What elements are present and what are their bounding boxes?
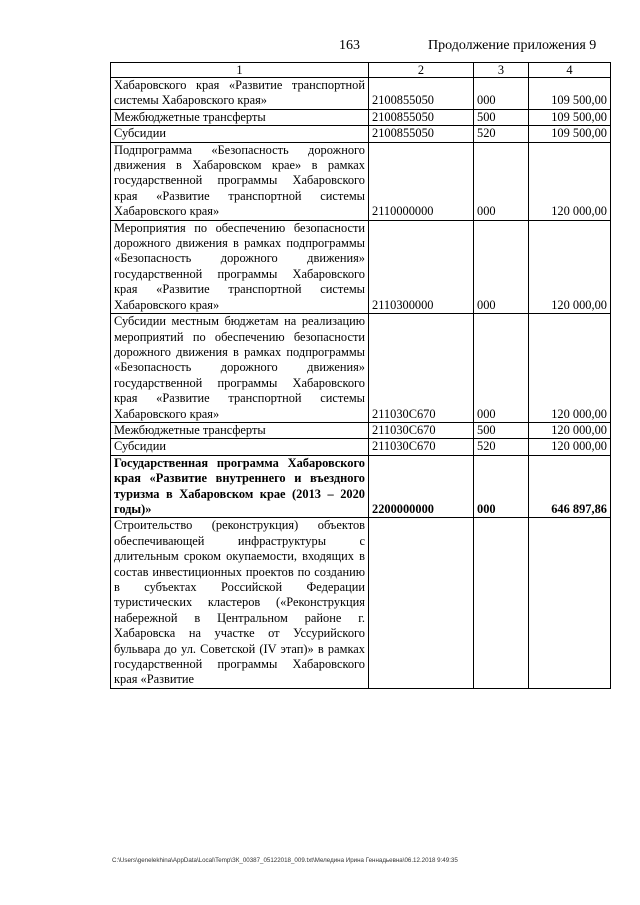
row-vr: 000 [474, 314, 529, 423]
row-amount: 646 897,86 [529, 455, 611, 518]
row-name: Субсидии [111, 126, 369, 142]
table-row [111, 78, 611, 110]
row-vr: 000 [474, 455, 529, 518]
continuation-label: Продолжение приложения 9 [428, 38, 597, 53]
row-code: 211030С670 [369, 422, 474, 438]
table-header-row [111, 63, 611, 78]
row-name: Строительство (реконструкция) объектов обеспечивающей инфраструктуры с длительным сроком окупаемости, входящих в состав инвестиционных проектов по созданию в субъектах Российской Федерации туристических кластеров («Реконструкция набережной в Центральном районе г. Хабаровска на участке от Уссурийского бульвара до ул. Советской (IV этап)» в рамках государственной программы Хабаровского края «Развитие [111, 518, 369, 688]
row-name: Государственная программа Хабаровского края «Развитие внутреннего и въездного туризма в Хабаровском крае (2013 – 2020 годы)» [111, 455, 369, 518]
row-name: Субсидии [111, 439, 369, 455]
row-vr: 500 [474, 422, 529, 438]
row-code: 211030С670 [369, 314, 474, 423]
file-path-footer: C:\Users\genelekhina\AppData\Local\Temp\ЗК_00387_05122018_009.txt\Меледина Ирина Геннадьевна\06.12.2018 9:49:35 [112, 857, 458, 864]
column-header: 2 [369, 63, 474, 78]
row-amount: 120 000,00 [529, 422, 611, 438]
row-name: Мероприятия по обеспечению безопасности дорожного движения в рамках подпрограммы «Безопасность дорожного движения» государственной программы Хабаровского края «Развитие транспортной системы Хабаровского края» [111, 220, 369, 313]
row-vr: 000 [474, 220, 529, 313]
row-code: 2100855050 [369, 109, 474, 125]
column-header: 1 [111, 63, 369, 78]
row-name: Подпрограмма «Безопасность дорожного движения в Хабаровском крае» в рамках государственной программы Хабаровского края «Развитие транспортной системы Хабаровского края» [111, 142, 369, 220]
row-amount: 120 000,00 [529, 220, 611, 313]
row-code: 2110300000 [369, 220, 474, 313]
row-amount: 109 500,00 [529, 78, 611, 110]
row-name: Межбюджетные трансферты [111, 109, 369, 125]
table-row [111, 422, 611, 438]
row-code: 2200000000 [369, 455, 474, 518]
table-row [111, 142, 611, 220]
row-amount [529, 518, 611, 688]
row-code: 2110000000 [369, 142, 474, 220]
row-amount: 120 000,00 [529, 314, 611, 423]
row-code: 2100855050 [369, 78, 474, 110]
row-code: 211030С670 [369, 439, 474, 455]
row-vr: 520 [474, 439, 529, 455]
row-name: Субсидии местным бюджетам на реализацию мероприятий по обеспечению безопасности дорожного движения в рамках подпрограммы «Безопасность дорожного движения» государственной программы Хабаровского края «Развитие транспортной системы Хабаровского края» [111, 314, 369, 423]
page-number: 163 [339, 38, 360, 53]
column-header: 3 [474, 63, 529, 78]
row-vr [474, 518, 529, 688]
column-header: 4 [529, 63, 611, 78]
table-row-program [111, 455, 611, 518]
row-amount: 120 000,00 [529, 439, 611, 455]
table-row [111, 220, 611, 313]
table-row [111, 518, 611, 688]
row-vr: 520 [474, 126, 529, 142]
row-name: Межбюджетные трансферты [111, 422, 369, 438]
table-row [111, 314, 611, 423]
table-row [111, 109, 611, 125]
table-row [111, 126, 611, 142]
row-vr: 000 [474, 142, 529, 220]
table-row [111, 439, 611, 455]
row-vr: 000 [474, 78, 529, 110]
row-vr: 500 [474, 109, 529, 125]
row-amount: 109 500,00 [529, 126, 611, 142]
row-amount: 109 500,00 [529, 109, 611, 125]
row-name: Хабаровского края «Развитие транспортной системы Хабаровского края» [111, 78, 369, 110]
budget-table [110, 62, 611, 689]
row-code [369, 518, 474, 688]
row-amount: 120 000,00 [529, 142, 611, 220]
row-code: 2100855050 [369, 126, 474, 142]
